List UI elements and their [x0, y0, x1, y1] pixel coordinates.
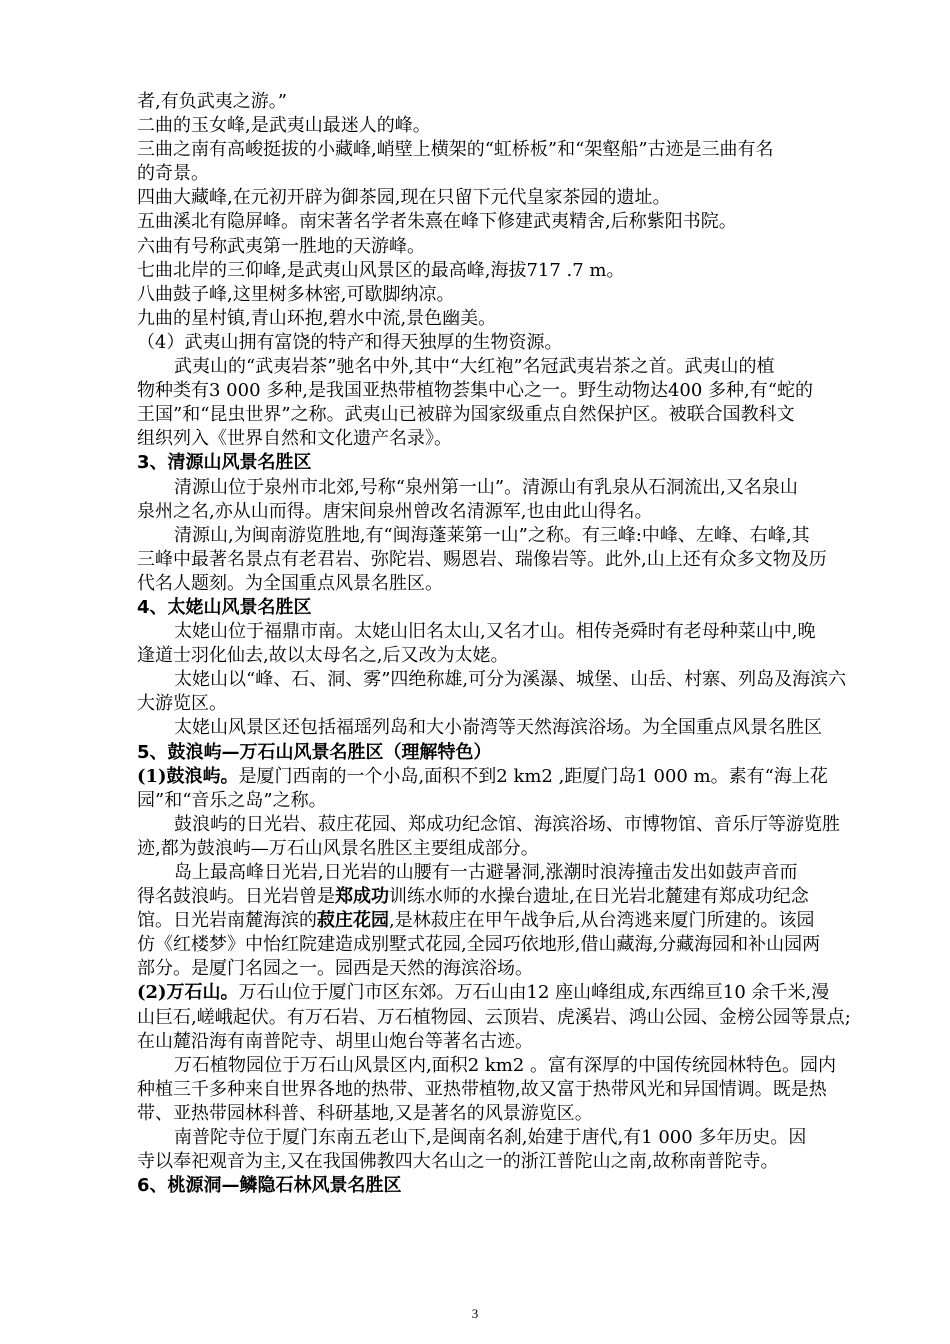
text-line: 在山麓沿海有南普陀寺、胡里山炮台等著名古迹。 — [137, 1030, 533, 1052]
text-line: 三峰中最著名景点有老君岩、弥陀岩、赐恩岩、瑞像岩等。此外,山上还有众多文物及历 — [137, 548, 827, 570]
emphasis-term: 郑成功 — [335, 886, 389, 908]
paragraph-start: 岛上最高峰日光岩,日光岩的山腰有一古避暑洞,涨潮时浪涛撞击发出如鼓声音而 — [174, 862, 798, 883]
text-line — [137, 765, 867, 789]
text-line: 组织列入《世界自然和文化遗产名录》。 — [137, 428, 452, 450]
text-line: 代名人题刻。为全国重点风景名胜区。 — [137, 572, 443, 594]
text-line: 九曲的星村镇,青山环抱,碧水中流,景色幽美。 — [137, 307, 497, 329]
text-line: 迹,都为鼓浪屿—万石山风景名胜区主要组成部分。 — [137, 837, 539, 859]
text-line: 园”和“音乐之岛”之称。 — [137, 789, 327, 811]
text-line: 八曲鼓子峰,这里树多林密,可歇脚纳凉。 — [137, 283, 455, 305]
text-line: 七曲北岸的三仰峰,是武夷山风景区的最高峰,海拔717 .7 m。 — [137, 259, 625, 281]
text-line: 泉州之名,亦从山而得。唐宋间泉州曾改名清源军,也由此山得名。 — [137, 500, 653, 522]
text-line: 六曲有号称武夷第一胜地的天游峰。 — [137, 235, 425, 257]
subsection-label: (1)鼓浪屿。 — [137, 765, 239, 787]
text-run: 万石山位于厦门市区东郊。万石山由12 座山峰组成,东西绵亘10 余千米,漫 — [238, 982, 830, 1004]
text-line: 带、亚热带园林科普、科研基地,又是著名的风景游览区。 — [137, 1102, 593, 1124]
emphasis-term: 菽庄花园 — [317, 910, 389, 932]
paragraph-start: 鼓浪屿的日光岩、菽庄花园、郑成功纪念馆、海滨浴场、市博物馆、音乐厅等游览胜 — [174, 813, 840, 835]
text-line: 仿《红楼梦》中怡红院建造成别墅式花园,全园巧依地形,借山藏海,分藏海园和补山园两 — [137, 934, 821, 956]
subsection-label: (2)万石山。 — [137, 982, 239, 1004]
paragraph-start: 太姥山位于福鼎市南。太姥山旧名太山,又名才山。相传尧舜时有老母种菜山中,晚 — [174, 621, 816, 643]
text-run: 是厦门西南的一个小岛,面积不到2 km2 ,距厦门岛1 000 m。素有“海上花 — [238, 765, 828, 787]
section-heading: 4、太姥山风景名胜区 — [137, 596, 312, 618]
text-line: 五曲溪北有隐屏峰。南宋著名学者朱熹在峰下修建武夷精舍,后称紫阳书院。 — [137, 211, 737, 233]
text-line: 四曲大藏峰,在元初开辟为御茶园,现在只留下元代皇家茶园的遗址。 — [137, 187, 671, 209]
text-run: 馆。日光岩南麓海滨的 — [137, 910, 317, 932]
text-line: 大游览区。 — [137, 693, 227, 715]
section-heading: 6、桃源洞—鳞隐石林风景名胜区 — [137, 1175, 402, 1197]
page-body — [137, 90, 867, 1198]
text-line — [137, 981, 867, 1005]
text-line: 二曲的玉女峰,是武夷山最迷人的峰。 — [137, 115, 431, 137]
text-line: 物种类有3 000 多种,是我国亚热带植物荟集中心之一。野生动物达400 多种,有“蛇的 — [137, 380, 813, 402]
paragraph-start: 南普陀寺位于厦门东南五老山下,是闽南名刹,始建于唐代,有1 000 多年历史。因 — [174, 1127, 807, 1149]
text-line — [137, 909, 867, 933]
text-line: 寺以奉祀观音为主,又在我国佛教四大名山之一的浙江普陀山之南,故称南普陀寺。 — [137, 1151, 779, 1173]
section-heading: 3、清源山风景名胜区 — [137, 452, 312, 474]
text-line: 三曲之南有高峻挺拔的小藏峰,峭壁上横架的“虹桥板”和“架壑船”古迹是三曲有名 — [137, 139, 774, 161]
paragraph-start: 万石植物园位于万石山风景区内,面积2 km2 。富有深厚的中国传统园林特色。园内 — [174, 1054, 837, 1076]
section-heading: 5、鼓浪屿—万石山风景名胜区（理解特色） — [137, 741, 492, 763]
paragraph-start: 太姥山以“峰、石、洞、雾”四绝称雄,可分为溪瀑、城堡、山岳、村寨、列岛及海滨六 — [174, 669, 847, 691]
text-line — [137, 885, 867, 909]
text-line: 部分。是厦门名园之一。园西是天然的海滨浴场。 — [137, 958, 533, 980]
paragraph-start: 太姥山风景区还包括福瑶列岛和大小嵛湾等天然海滨浴场。为全国重点风景名胜区 — [174, 717, 822, 739]
text-run: 训练水师的水操台遗址,在日光岩北麓建有郑成功纪念 — [389, 886, 809, 908]
paragraph-start: 清源山,为闽南游览胜地,有“闽海蓬莱第一山”之称。有三峰:中峰、左峰、右峰,其 — [174, 524, 810, 546]
text-line: 王国”和“昆虫世界”之称。武夷山已被辟为国家级重点自然保护区。被联合国教科文 — [137, 404, 795, 426]
text-line: 的奇景。 — [137, 163, 209, 185]
paragraph-start: 武夷山的“武夷岩茶”驰名中外,其中“大红袍”名冠武夷岩茶之首。武夷山的植 — [174, 356, 775, 378]
text-line: 种植三千多种来自世界各地的热带、亚热带植物,故又富于热带风光和异国情调。既是热 — [137, 1078, 827, 1100]
page-number: 3 — [471, 1306, 479, 1321]
paragraph-start: 清源山位于泉州市北郊,号称“泉州第一山”。清源山有乳泉从石洞流出,又名泉山 — [174, 476, 798, 498]
text-line: 逢道士羽化仙去,故以太母名之,后又改为太姥。 — [137, 645, 509, 667]
text-run: ,是林菽庄在甲午战争后,从台湾逃来厦门所建的。该园 — [389, 910, 815, 932]
text-line: （4）武夷山拥有富饶的特产和得天独厚的生物资源。 — [137, 331, 563, 353]
text-line: 者,有负武夷之游。” — [137, 91, 287, 112]
text-run: 得名鼓浪屿。日光岩曾是 — [137, 886, 335, 908]
text-line: 山巨石,嵯峨起伏。有万石岩、万石植物园、云顶岩、虎溪岩、鸿山公园、金榜公园等景点; — [137, 1006, 851, 1028]
